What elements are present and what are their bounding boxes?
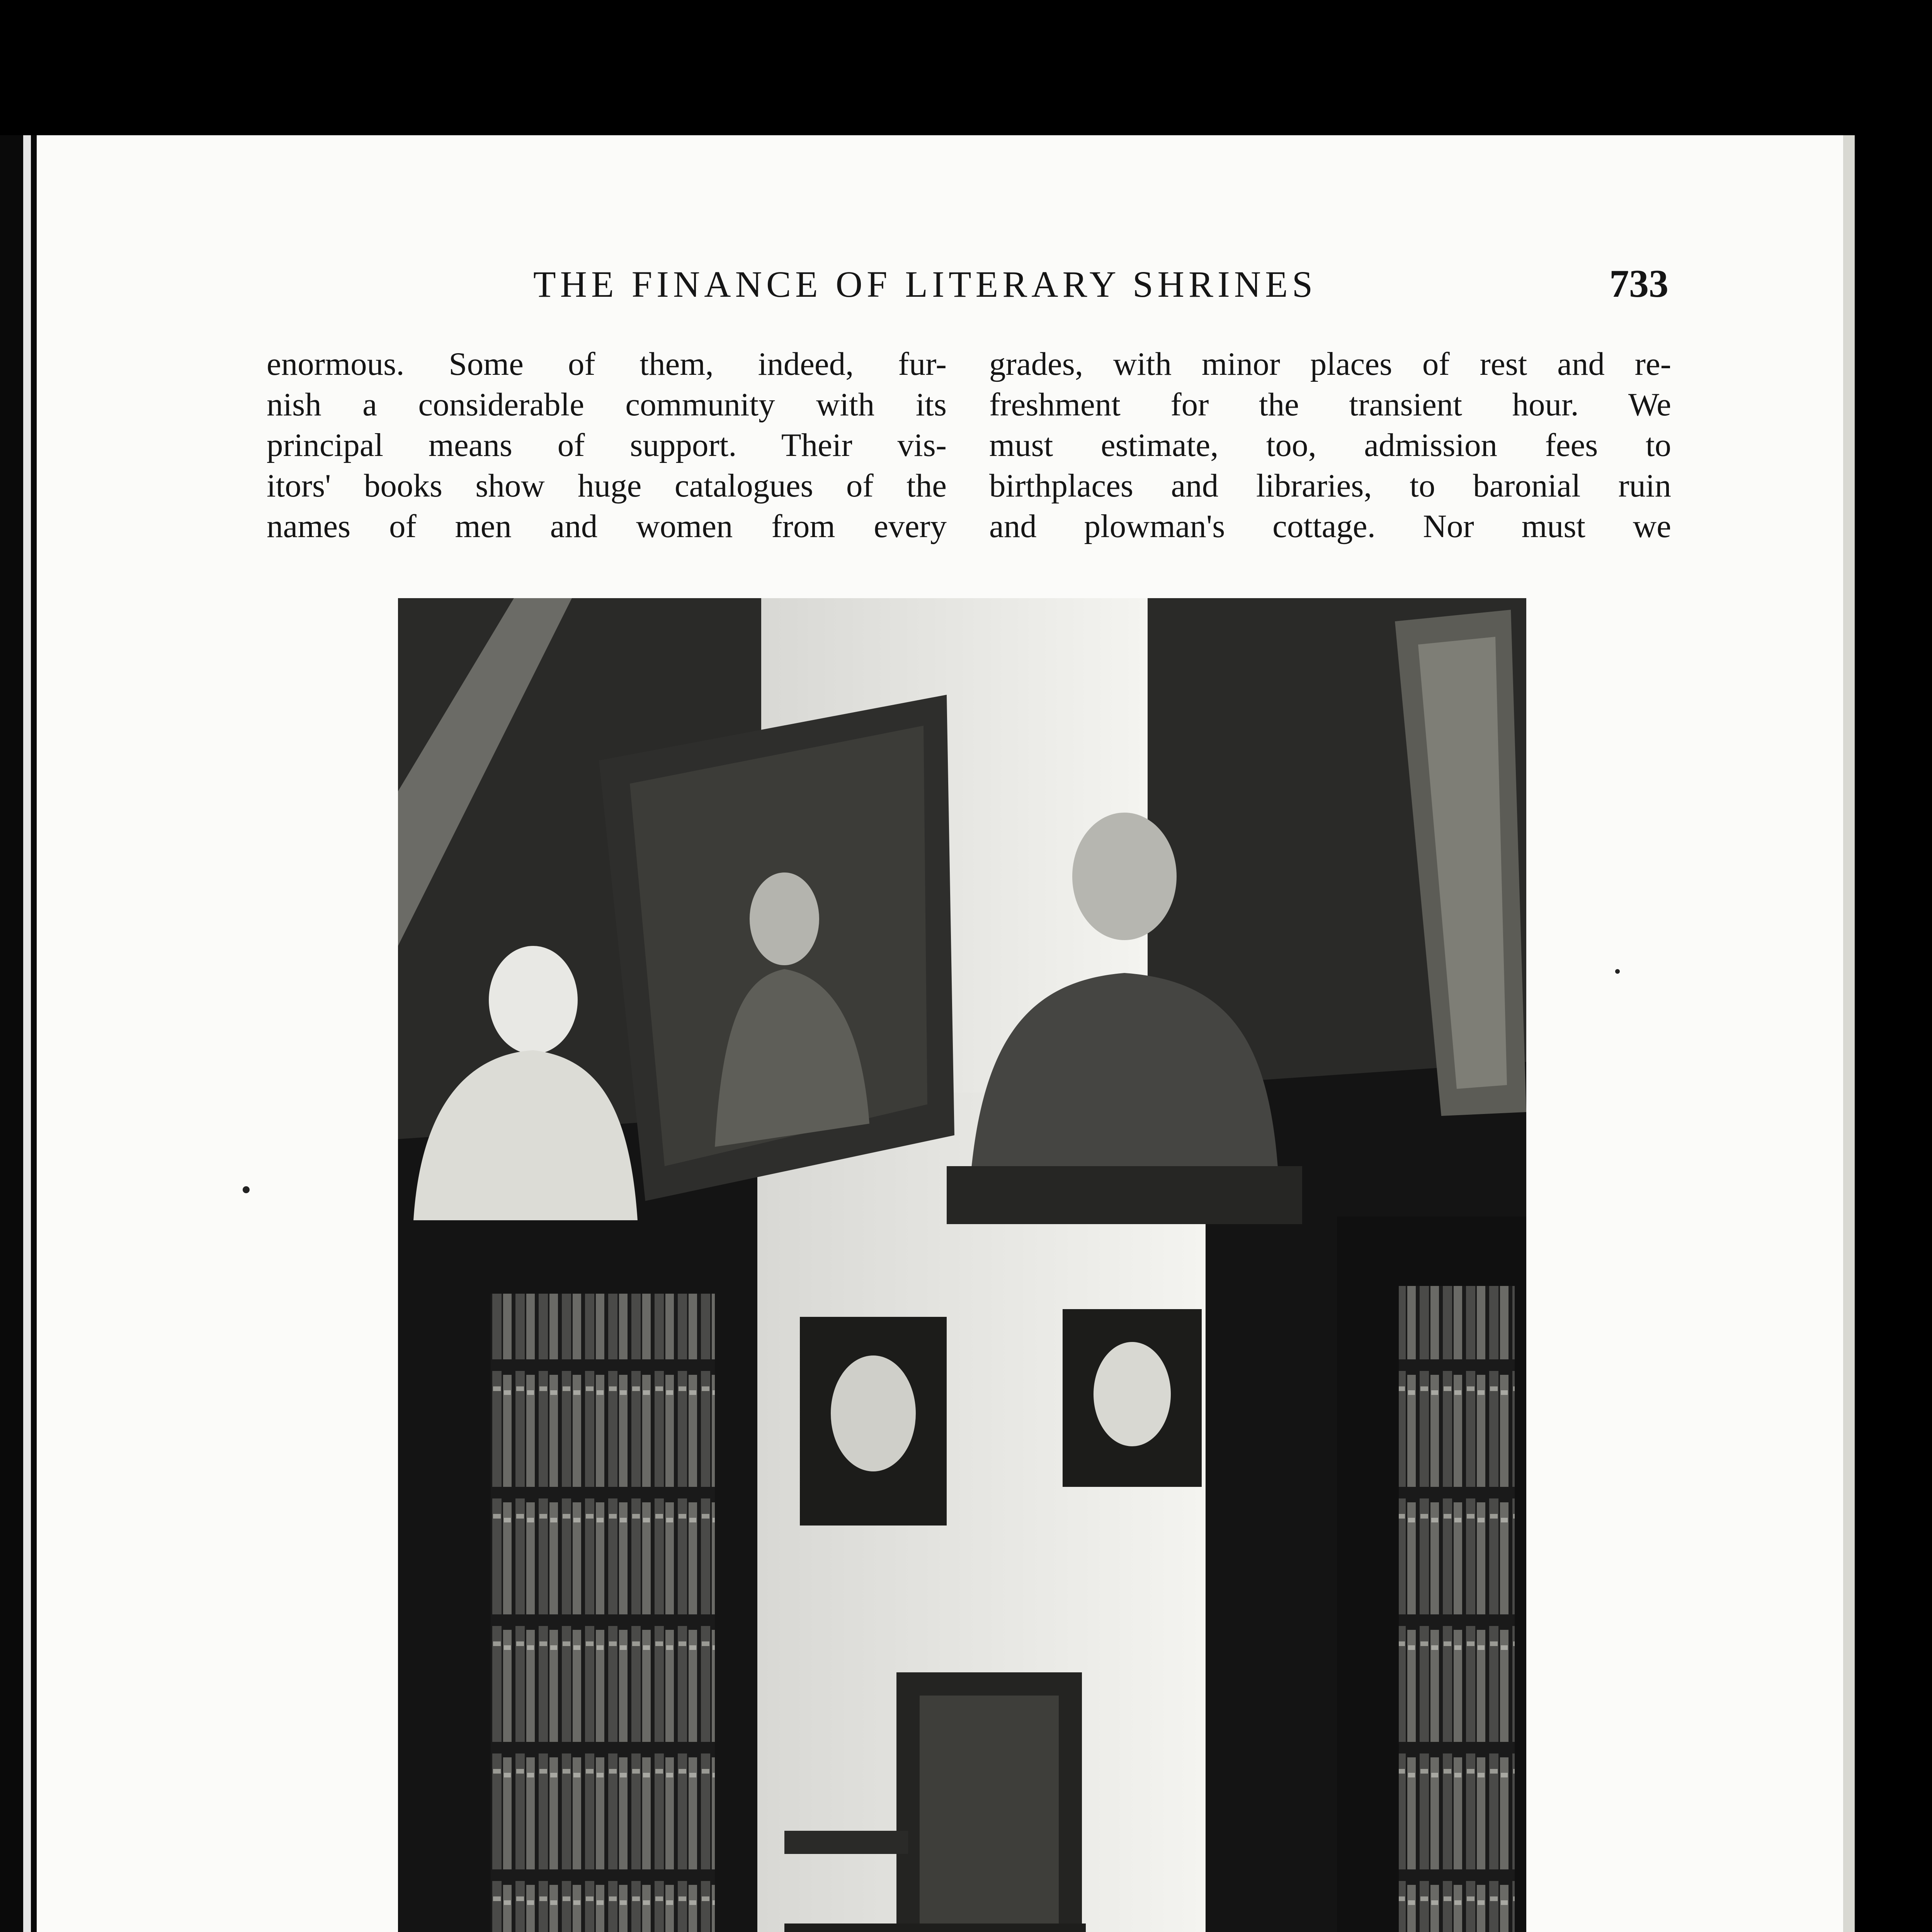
page-number: 733 (1609, 262, 1668, 306)
text-line: names of men and women from every (267, 508, 947, 544)
text-line: nish a considerable community with its (267, 386, 947, 423)
library-photograph (398, 598, 1526, 1932)
text-line: must estimate, too, admission fees to (989, 427, 1671, 463)
running-title: THE FINANCE OF LITERARY SHRINES (533, 264, 1317, 305)
page-speck (1615, 969, 1620, 974)
top-right-column (989, 344, 1671, 547)
text-line: grades, with minor places of rest and re- (989, 346, 1671, 382)
text-line: itors' books show huge catalogues of the (267, 468, 947, 504)
text-line: enormous. Some of them, indeed, fur- (267, 346, 947, 382)
adjacent-page-edge (0, 135, 37, 1932)
page-speck (243, 1186, 250, 1193)
text-line: freshment for the transient hour. We (989, 386, 1671, 423)
text-line: principal means of support. Their vis- (267, 427, 947, 463)
text-line: birthplaces and libraries, to baronial ruin (989, 468, 1671, 504)
text-line: and plowman's cottage. Nor must we (989, 508, 1671, 544)
top-left-column (267, 344, 947, 547)
page-edge-shadow (1843, 135, 1855, 1932)
photo-illustration (398, 598, 1526, 1932)
